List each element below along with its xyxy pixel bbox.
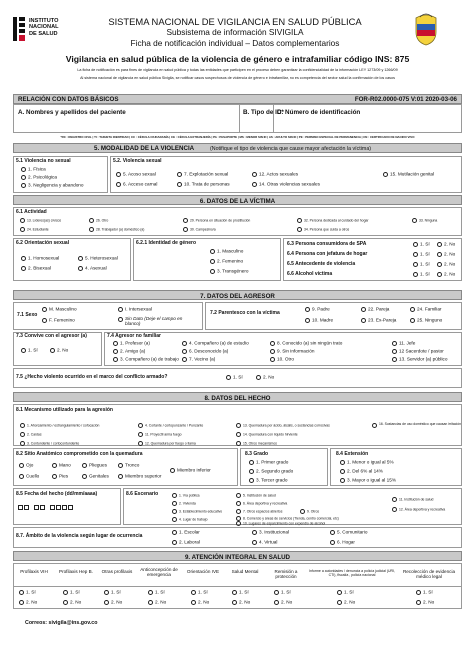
otras-profilaxis-no[interactable]: 2. No bbox=[104, 600, 122, 605]
id-number-label: C. Número de identificación bbox=[277, 109, 361, 116]
opt-convive-no[interactable]: 2. No bbox=[50, 348, 68, 353]
id-type-input[interactable] bbox=[242, 118, 270, 131]
opt-ex-pareja[interactable]: 23. Ex-Pareja bbox=[361, 318, 396, 323]
opt-desconocido[interactable]: 6. Desconocido (a) bbox=[182, 349, 228, 354]
s52-label: 5.2. Violencia sexual bbox=[113, 158, 162, 164]
s61-label: 6.1 Actividad bbox=[16, 209, 47, 215]
opt-establecimiento-educativo[interactable]: 3. Establecimiento educativo bbox=[172, 509, 222, 514]
opt-otros-escenario-b[interactable]: 9. Otros bbox=[300, 509, 319, 514]
opt-amigo[interactable]: 2. Amigo (a) bbox=[113, 349, 145, 354]
opt-companero-estudio[interactable]: 4. Compañero (a) de estudio bbox=[182, 341, 249, 346]
s5-title: 5. MODALIDAD DE LA VIOLENCIA bbox=[94, 145, 195, 152]
s8-title: 8. DATOS DEL HECHO bbox=[204, 395, 271, 402]
opt-heterosexual[interactable]: 5. Heterosexual bbox=[78, 256, 118, 261]
opt-pies[interactable]: Pies bbox=[52, 474, 68, 479]
opt-acoso-sexual[interactable]: 5. Acoso sexual bbox=[116, 172, 156, 177]
opt-sin-informacion[interactable]: 9. Sin información bbox=[270, 349, 315, 354]
evidencia-si[interactable]: 1. Sí bbox=[416, 590, 433, 595]
relacion-title: RELACIÓN CON DATOS BÁSICOS bbox=[18, 96, 119, 103]
opt-masculino-identidad[interactable]: 1. Masculino bbox=[210, 249, 243, 254]
remision-si[interactable]: 1. Sí bbox=[274, 590, 291, 595]
opt-otros-mecanismos[interactable]: 15. Otros mecanismos bbox=[236, 441, 277, 446]
relacion-header bbox=[13, 94, 462, 104]
opt-antecedente-si[interactable]: 1. Sí bbox=[413, 262, 430, 267]
opt-jefatura-si[interactable]: 1. Sí bbox=[413, 252, 430, 257]
otras-profilaxis-si[interactable]: 1. Sí bbox=[104, 590, 121, 595]
opt-institucional[interactable]: 3. Institucional bbox=[252, 530, 289, 535]
ive-si[interactable]: 1. Sí bbox=[191, 590, 208, 595]
opt-vivienda[interactable]: 2. Vivienda bbox=[172, 501, 196, 506]
s9-title: 9. ATENCIÓN INTEGRAL EN SALUD bbox=[184, 554, 291, 561]
opt-escolar[interactable]: 1. Escolar bbox=[172, 530, 200, 535]
opt-miembro-inferior[interactable]: Miembro inferior bbox=[170, 468, 211, 473]
s63-label: 6.3 Persona consumidora de SPA bbox=[287, 241, 367, 247]
opt-antecedente-no[interactable]: 2. No bbox=[437, 262, 455, 267]
opt-ojo[interactable]: Ojo bbox=[19, 463, 33, 468]
patient-name-input[interactable] bbox=[16, 118, 236, 131]
id-types-legend: *RC : REGISTRO CIVIL | TI : TARJETA IDENTIDAD | CC : CÉDULA CIUDADANÍA | CE : CÉDULA EXTRANJERÍA | PA : PASAPORTE | MS : MENOR SIN ID | AS : ADULTO SIN ID | PE : PERMISO ESPECIAL DE PERMANENCIA | CN : CERTIFICADO DE NACIDO VIVO bbox=[60, 135, 415, 139]
s66-label: 6.6 Alcohol víctima bbox=[287, 271, 333, 277]
opt-lugar-trabajo[interactable]: 4. Lugar de trabajo bbox=[172, 517, 207, 522]
opt-trata-personas[interactable]: 10. Trata de personas bbox=[177, 182, 230, 187]
s83-label: 8.3 Grado bbox=[245, 451, 269, 457]
salud-mental-no[interactable]: 2. No bbox=[232, 600, 250, 605]
opt-profesor[interactable]: 1. Profesor (a) bbox=[113, 341, 150, 346]
informe-si[interactable]: 1. Sí bbox=[337, 590, 354, 595]
ins-logo-mark-icon bbox=[12, 16, 26, 42]
opt-campesino[interactable]: 30. Campesino/a bbox=[183, 227, 216, 232]
opt-trabajador-domestico[interactable]: 28. Trabajador (a) doméstico (a) bbox=[89, 227, 144, 232]
s7-header bbox=[13, 290, 462, 300]
hepb-no[interactable]: 2. No bbox=[63, 600, 81, 605]
id-type-label: B. Tipo de ID* bbox=[243, 109, 284, 116]
opt-quemadura-fuego[interactable]: 12. Quemadura por fuego o llama bbox=[138, 441, 196, 446]
col-informe-autoridades: Informe a autoridades / denuncia a policía judicial (URI, CTI), fiscalía , policía nacional bbox=[309, 569, 395, 577]
opt-liquido-hirviente[interactable]: 14. Quemadura con líquido hirviente bbox=[236, 432, 298, 437]
opt-institucion-salud[interactable]: 11. Institución de salud bbox=[392, 497, 433, 502]
col-profilaxis-vih: Profilaxis VIH bbox=[20, 569, 48, 574]
evidencia-no[interactable]: 2. No bbox=[416, 600, 434, 605]
s6-header bbox=[13, 195, 462, 205]
s8-header bbox=[13, 392, 462, 402]
s82-label: 8.2 Sitio Anatómico comprometido con la quemadura bbox=[16, 451, 143, 457]
col-otras-profilaxis: Otras profilaxis bbox=[101, 569, 133, 574]
logo-text: INSTITUTO NACIONAL DE SALUD bbox=[29, 18, 59, 37]
opt-spa-si[interactable]: 1. Sí bbox=[413, 242, 430, 247]
col-recoleccion-evidencia: Recolección de evidencia médico legal bbox=[402, 569, 456, 579]
opt-otro-agresor[interactable]: 10. Otro bbox=[270, 357, 294, 362]
opt-conflicto-no[interactable]: 2. No bbox=[256, 375, 274, 380]
opt-via-publica[interactable]: 1. Vía pública bbox=[172, 493, 200, 498]
opt-padre[interactable]: 9. Padre bbox=[305, 307, 330, 312]
col-profilaxis-hepb: Profilaxis Hep B. bbox=[59, 569, 93, 574]
opt-ahorcamiento[interactable]: 1. Ahorcamiento / estrangulamiento / sofocación bbox=[20, 423, 99, 428]
event-title: Vigilancia en salud pública de la violencia de género e intrafamiliar código INS: 875 bbox=[65, 54, 410, 64]
opt-fisica[interactable]: 1. Física bbox=[21, 167, 46, 172]
opt-jefe[interactable]: 11. Jefe bbox=[392, 341, 415, 346]
notification-note: Al sistema nacional de vigilancia en salud pública Sivigila, se notificar casos sospechosos de violencia de género e intrafamiliar, no es competencia del sector salud la confirmación de los casos bbox=[80, 76, 395, 80]
opt-companero-trabajo[interactable]: 3. Compañero (a) de trabajo bbox=[113, 357, 179, 362]
opt-conflicto-si[interactable]: 1. Sí bbox=[226, 375, 243, 380]
opt-explotacion-sexual[interactable]: 7. Explotación sexual bbox=[177, 172, 228, 177]
s81-label: 8.1 Mecanismo utilizado para la agresión bbox=[16, 407, 113, 413]
opt-segundo-grado[interactable]: 2. Segundo grado bbox=[249, 469, 293, 474]
relacion-fields bbox=[13, 104, 462, 133]
opt-jefatura-no[interactable]: 2. No bbox=[437, 252, 455, 257]
event-date-input[interactable] bbox=[18, 502, 114, 515]
s62-label: 6.2 Orientación sexual bbox=[16, 240, 70, 246]
opt-pliegues[interactable]: Pliegues bbox=[82, 463, 107, 468]
opt-cortante[interactable]: 4. Cortante / cortopunzante / Punzante bbox=[138, 423, 203, 428]
opt-institucion-salud-a[interactable]: 5. Institución de salud bbox=[236, 493, 276, 498]
opt-laboral[interactable]: 2. Laboral bbox=[172, 540, 200, 545]
opt-sustancias-domesticas[interactable]: 16. Sustancias de uso doméstico que causan irritación bbox=[372, 423, 461, 428]
opt-acceso-carnal[interactable]: 6. Acceso carnal bbox=[116, 182, 157, 187]
opt-primer-grado[interactable]: 1. Primer grado bbox=[249, 460, 288, 465]
vih-no[interactable]: 2. No bbox=[19, 600, 37, 605]
opt-tercer-grado[interactable]: 3. Tercer grado bbox=[249, 478, 287, 483]
s86-label: 8.6 Escenario bbox=[126, 491, 159, 497]
opt-area-deportiva-a[interactable]: 6. Área deportiva y recreativa bbox=[236, 501, 287, 506]
remision-no[interactable]: 2. No bbox=[274, 600, 292, 605]
opt-agresor-sin-dato[interactable]: Sin Dato (Deje el campo en blanco) bbox=[118, 317, 185, 326]
opt-alcohol-no[interactable]: 2. No bbox=[437, 272, 455, 277]
s72-label: 7.2 Parentesco con la víctima bbox=[210, 310, 280, 316]
salud-mental-si[interactable]: 1. Sí bbox=[232, 590, 249, 595]
opt-prostitucion[interactable]: 29. Persona en situación de prostitución bbox=[183, 218, 250, 223]
coat-of-arms-icon bbox=[412, 12, 440, 46]
s9-header bbox=[13, 551, 462, 561]
s75-label: 7.5 ¿Hecho violento ocurrido en el marco del conflicto armado? bbox=[16, 374, 168, 380]
opt-mano[interactable]: Mano bbox=[52, 463, 71, 468]
opt-mayor-15[interactable]: 3. Mayor o igual al 15% bbox=[340, 478, 396, 483]
s51-label: 5.1 Violencia no sexual bbox=[16, 158, 71, 164]
opt-proyectil[interactable]: 11. Proyectil arma fuego bbox=[138, 432, 182, 437]
s621-label: 6.2.1 Identidad de género bbox=[136, 240, 197, 246]
opt-comercio[interactable]: 8. Comercio y áreas de servicios (Tienda, centro comercial, etc) bbox=[236, 516, 339, 521]
opt-actos-sexuales[interactable]: 12. Actos sexuales bbox=[252, 172, 298, 177]
opt-menor-5[interactable]: 1. Menor o igual al 5% bbox=[340, 460, 394, 465]
opt-contundente[interactable]: 3. Contundente / cortocontundente bbox=[20, 441, 79, 446]
footer-email: Correos: sivigila@ins.gov.co bbox=[25, 620, 98, 626]
confidentiality-note: La ficha de notificación es para fines de vigilancia en salud pública y todas las entidades que participen en el proceso deben garantizar la confidencialidad de la información LEY 1273/09 y 1266/09 bbox=[77, 68, 398, 72]
opt-familiar[interactable]: 24. Familiar bbox=[410, 307, 442, 312]
opt-spa-no[interactable]: 2. No bbox=[437, 242, 455, 247]
form-code: FOR-R02.0000-075 V:01 2020-03-06 bbox=[354, 96, 457, 103]
col-salud-mental: Salud Mental bbox=[231, 569, 259, 574]
opt-quemadura-acido[interactable]: 13. Quemadura por ácido, álcalis, o sustancias corrosivas bbox=[236, 423, 330, 428]
opt-area-deportiva[interactable]: 12. Área deportiva y recreativa bbox=[392, 507, 445, 512]
s5-title-note: (Notifique el tipo de violencia que cause mayor afectación la víctima) bbox=[210, 145, 372, 152]
opt-ninguno-parentesco[interactable]: 25. Ninguno bbox=[410, 318, 442, 323]
s87-label: 8.7. Ámbito de la violencia según lugar de ocurrencia bbox=[16, 533, 143, 539]
s73-label: 7.3 Convive con el agresor (a) bbox=[16, 333, 87, 339]
id-number-input[interactable] bbox=[276, 118, 460, 131]
s5-header bbox=[13, 143, 462, 153]
s85-label: 8.5 Fecha del hecho (dd/mm/aaaa) bbox=[16, 491, 98, 497]
anticoncepcion-no[interactable]: 2. No bbox=[148, 600, 166, 605]
opt-mutilacion-genital[interactable]: 15. Mutilación genital bbox=[383, 172, 434, 177]
opt-madre[interactable]: 10. Madre bbox=[305, 318, 333, 323]
hepb-si[interactable]: 1. Sí bbox=[63, 590, 80, 595]
opt-servidor-publico[interactable]: 13. Servidor (a) público bbox=[392, 357, 447, 362]
opt-sacerdote[interactable]: 12 Sacerdote / pastor bbox=[392, 349, 444, 354]
s65-label: 6.5 Antecedente de violencia bbox=[287, 261, 356, 267]
opt-psicologica[interactable]: 2. Psicológica bbox=[21, 175, 57, 180]
opt-estudiante[interactable]: 24. Estudiante bbox=[20, 227, 49, 232]
col-remision-proteccion: Remisión a protección bbox=[274, 569, 298, 579]
opt-asexual[interactable]: 4. Asexual bbox=[78, 266, 107, 271]
opt-convive-si[interactable]: 1. Sí bbox=[21, 348, 38, 353]
vih-si[interactable]: 1. Sí bbox=[19, 590, 36, 595]
opt-otras-violencias[interactable]: 14. Otras violencias sexuales bbox=[252, 182, 320, 187]
col-anticoncepcion: Anticoncepción de emergencia bbox=[140, 567, 178, 577]
s7-title: 7. DATOS DEL AGRESOR bbox=[200, 293, 275, 300]
ive-no[interactable]: 2. No bbox=[191, 600, 209, 605]
s71-label: 7.1 Sexo bbox=[17, 312, 38, 318]
subsystem-title: Subsistema de información SIVIGILA bbox=[166, 27, 304, 37]
opt-hogar[interactable]: 6. Hogar bbox=[330, 540, 355, 545]
opt-miembro-superior[interactable]: Miembro superior bbox=[118, 474, 161, 479]
opt-femenino-identidad[interactable]: 2. Femenino bbox=[210, 259, 243, 264]
form-title: Ficha de notificación individual – Datos complementarios bbox=[130, 38, 340, 48]
anticoncepcion-si[interactable]: 1. Sí bbox=[148, 590, 165, 595]
opt-virtual[interactable]: 4. Virtual bbox=[252, 540, 277, 545]
opt-cuello[interactable]: Cuello bbox=[19, 474, 39, 479]
s6-title: 6. DATOS DE LA VÍCTIMA bbox=[199, 198, 276, 205]
opt-homosexual[interactable]: 1. Homosexual bbox=[21, 256, 59, 261]
informe-no[interactable]: 2. No bbox=[337, 600, 355, 605]
opt-bisexual[interactable]: 2. Bisexual bbox=[21, 266, 51, 271]
opt-6-14[interactable]: 2. Del 6% al 14% bbox=[340, 469, 383, 474]
opt-otro-actividad[interactable]: 26. Otro bbox=[89, 218, 108, 223]
opt-conocido-sin-trato[interactable]: 8. Conocido (a) sin ningún trato bbox=[270, 341, 342, 346]
opt-genitales[interactable]: Genitales bbox=[82, 474, 109, 479]
opt-agresor-femenino[interactable]: F. Femenino bbox=[42, 318, 75, 323]
opt-tronco[interactable]: Tronco bbox=[118, 463, 139, 468]
opt-pareja[interactable]: 22. Pareja bbox=[361, 307, 389, 312]
s64-label: 6.4 Persona con jefatura de hogar bbox=[287, 251, 368, 257]
s84-label: 8.4 Extensión bbox=[336, 451, 369, 457]
ins-logo bbox=[12, 16, 64, 42]
opt-caidas[interactable]: 2. Caídas bbox=[20, 432, 42, 437]
opt-negligencia[interactable]: 3. Negligencia y abandono bbox=[21, 183, 84, 188]
opt-vecino[interactable]: 7. Vecino (a) bbox=[182, 357, 215, 362]
opt-cuida-otros[interactable]: 34. Persona que cuida a otros bbox=[297, 227, 349, 232]
opt-alcohol-si[interactable]: 1. Sí bbox=[413, 272, 430, 277]
opt-comunitario[interactable]: 5. Comunitario bbox=[330, 530, 367, 535]
opt-esparcimiento-alcohol[interactable]: 10. Lugares de esparcimiento con expendio de alcohol bbox=[236, 521, 325, 526]
opt-otros-espacios-abiertos[interactable]: 7. Otros espacios abiertos bbox=[236, 509, 282, 514]
opt-lideres[interactable]: 13. Líderes(as) cívicos bbox=[20, 218, 61, 223]
col-orientacion-ive: Orientación IVE bbox=[186, 569, 220, 574]
opt-agresor-masculino[interactable]: M. Masculino bbox=[42, 307, 77, 312]
s74-label: 7.4 Agresor no familiar bbox=[107, 333, 161, 339]
system-title: SISTEMA NACIONAL DE VIGILANCIA EN SALUD PÚBLICA bbox=[108, 16, 362, 27]
opt-cuidado-hogar[interactable]: 32. Persona dedicada al cuidado del hogar bbox=[297, 218, 368, 223]
opt-ninguna-actividad[interactable]: 33. Ninguna bbox=[412, 218, 437, 223]
opt-agresor-intersexual[interactable]: I. Intersexual bbox=[118, 307, 152, 312]
patient-name-label: A. Nombres y apellidos del paciente bbox=[18, 109, 126, 116]
opt-transgenero[interactable]: 3. Transgénero bbox=[210, 269, 249, 274]
